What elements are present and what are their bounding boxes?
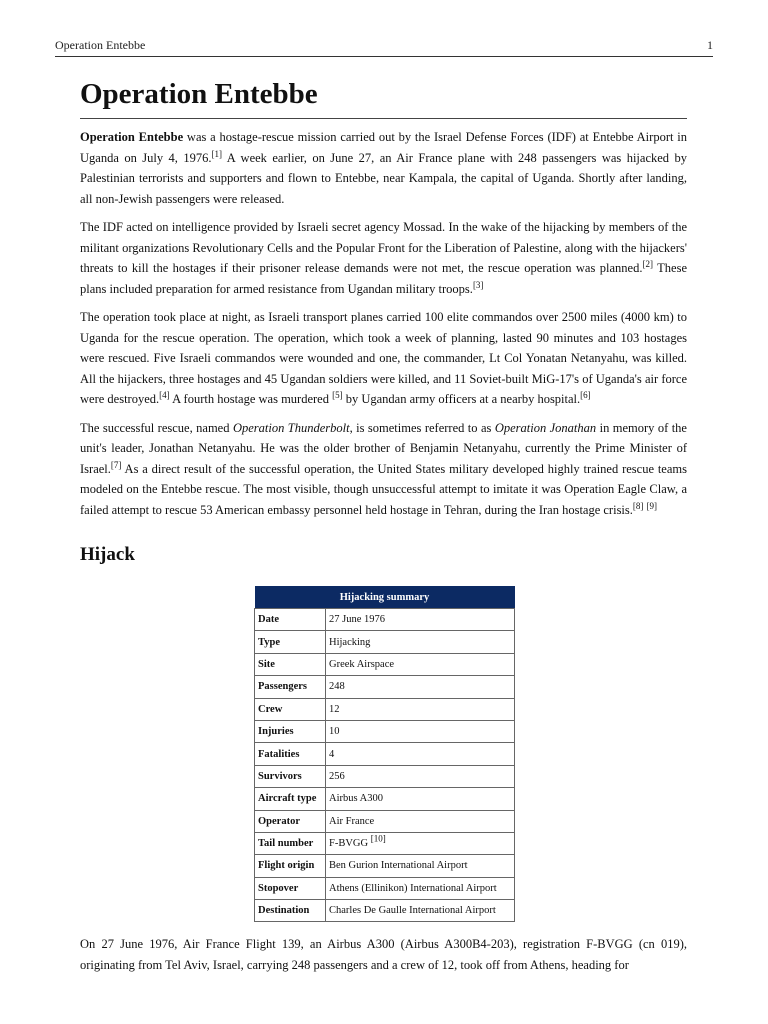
infobox-row bbox=[255, 653, 515, 675]
infobox-row bbox=[255, 676, 515, 698]
infobox-value bbox=[326, 653, 515, 675]
citation-link[interactable]: [5] bbox=[332, 389, 343, 400]
citation-link[interactable]: [6] bbox=[580, 389, 591, 400]
running-header-title: Operation Entebbe bbox=[55, 38, 146, 52]
infobox-value bbox=[326, 900, 515, 922]
infobox-value bbox=[326, 788, 515, 810]
article-title: Operation Entebbe bbox=[80, 74, 687, 119]
citation-link[interactable]: [3] bbox=[472, 279, 484, 290]
citation-link[interactable]: [10] bbox=[370, 833, 386, 844]
infobox-row bbox=[255, 720, 515, 742]
infobox-value bbox=[326, 743, 515, 765]
text-run: The successful rescue, named bbox=[80, 420, 233, 435]
citation-link[interactable]: [9] bbox=[646, 500, 658, 511]
infobox-row bbox=[255, 855, 515, 877]
text-run: These plans included preparation for armed resistance from Ugandan military troops. bbox=[80, 261, 687, 296]
infobox-label: Injuries bbox=[255, 720, 326, 742]
infobox-value-text: Ben Gurion International Airport bbox=[329, 860, 468, 872]
page-number: 1 bbox=[707, 38, 713, 52]
infobox-value-text: 4 bbox=[329, 748, 335, 760]
citation-link[interactable]: [8] bbox=[632, 500, 644, 511]
section-heading-hijack: Hijack bbox=[80, 544, 135, 565]
infobox-row bbox=[255, 900, 515, 922]
infobox-value bbox=[326, 676, 515, 698]
infobox-row bbox=[255, 832, 515, 854]
intro-paragraph bbox=[80, 127, 687, 209]
infobox-label: Survivors bbox=[255, 765, 326, 787]
italic-term: Operation Jonathan bbox=[494, 420, 597, 435]
infobox-row bbox=[255, 609, 515, 631]
text-run: , is sometimes referred to as bbox=[349, 420, 495, 435]
infobox-label: Passengers bbox=[255, 676, 326, 698]
infobox-label: Stopover bbox=[255, 877, 326, 899]
infobox-value-text: Athens (Ellinikon) International Airport bbox=[329, 882, 497, 894]
infobox-label: Tail number bbox=[255, 832, 326, 854]
infobox-value-text: 10 bbox=[329, 726, 340, 738]
intro-bold-term: Operation Entebbe bbox=[80, 130, 184, 144]
infobox-row bbox=[255, 743, 515, 765]
infobox-row bbox=[255, 877, 515, 899]
infobox-value bbox=[326, 810, 515, 832]
running-header bbox=[55, 38, 713, 57]
infobox-value-text: Airbus A300 bbox=[329, 793, 383, 805]
infobox-value-text: Air France bbox=[329, 815, 375, 827]
infobox-row bbox=[255, 698, 515, 720]
infobox-value bbox=[326, 631, 515, 653]
citation-link[interactable]: [4] bbox=[159, 389, 170, 400]
text-run: A fourth hostage was murdered bbox=[169, 392, 333, 406]
hijacking-summary-infobox bbox=[254, 586, 515, 922]
infobox-value-text: 248 bbox=[329, 681, 345, 693]
infobox-value bbox=[326, 720, 515, 742]
paragraph-hijack-start: On 27 June 1976, Air France Flight 139, an Airbus A300 (Airbus A300B4-203), registration F-BVGG (cn 019), originating from Tel Aviv, Israel, carrying 248 passengers and a crew of 12, took off from Athens, heading for bbox=[80, 937, 687, 972]
infobox-label: Crew bbox=[255, 698, 326, 720]
infobox-label: Aircraft type bbox=[255, 788, 326, 810]
infobox-value bbox=[326, 877, 515, 899]
infobox-row bbox=[255, 765, 515, 787]
infobox-value bbox=[326, 698, 515, 720]
infobox-value bbox=[326, 832, 515, 854]
infobox-value-text: Greek Airspace bbox=[329, 658, 395, 670]
infobox-label: Fatalities bbox=[255, 743, 326, 765]
infobox-label: Date bbox=[255, 609, 326, 631]
citation-link[interactable]: [2] bbox=[642, 258, 653, 269]
infobox-label: Destination bbox=[255, 900, 326, 922]
paragraph-intelligence bbox=[80, 217, 687, 299]
infobox-value bbox=[326, 765, 515, 787]
infobox-row bbox=[255, 631, 515, 653]
infobox-row bbox=[255, 810, 515, 832]
paragraph-operation bbox=[80, 307, 687, 410]
infobox-value bbox=[326, 855, 515, 877]
article-body bbox=[80, 74, 687, 975]
infobox-label: Type bbox=[255, 631, 326, 653]
text-run: The IDF acted on intelligence provided by Israeli secret agency Mossad. In the wake of the hijacking by members of the militant organizations Revolutionary Cells and the Popular Front for the Liberation of Palestine, along with the hijackers' threats to kill the hostages if their prisoner release demands were not met, the rescue operation was planned. bbox=[80, 220, 687, 275]
infobox-value-text: 12 bbox=[329, 703, 340, 715]
infobox-label: Site bbox=[255, 653, 326, 675]
infobox-value-text: Hijacking bbox=[329, 636, 371, 648]
paragraph-legacy bbox=[80, 418, 687, 521]
infobox-row bbox=[255, 788, 515, 810]
italic-term: Operation Thunderbolt bbox=[232, 420, 350, 435]
infobox-label: Operator bbox=[255, 810, 326, 832]
text-run: A week earlier, on June 27, an Air France plane with 248 passengers was hijacked by Palestinian terrorists and supporters and flown to Entebbe, near Kampala, the capital of Uganda. Shortly after landing, all non-Jewish passengers were released. bbox=[80, 150, 687, 206]
infobox-value bbox=[326, 609, 515, 631]
text-run: As a direct result of the successful operation, the United States military developed highly trained rescue teams modeled on the Entebbe rescue. The most visible, though unsuccessful attempt to imitate it was Operation Eagle Claw, a failed attempt to rescue 53 American embassy personnel held hostage in Tehran, during the Iran hostage crisis. bbox=[80, 461, 687, 517]
infobox-label: Flight origin bbox=[255, 855, 326, 877]
infobox-value-text: 27 June 1976 bbox=[329, 614, 385, 626]
citation-link[interactable]: [7] bbox=[110, 459, 122, 470]
text-run: in memory of the unit's leader, Jonathan Netanyahu. He was the older brother of Benjamin Netanyahu, currently the Prime Minister of Israel. bbox=[80, 420, 687, 476]
infobox-value-text: 256 bbox=[329, 770, 345, 782]
text-run: was a hostage-rescue mission carried out by the Israel Defense Forces (IDF) at Entebbe Airport in Uganda on July 4, 1976. bbox=[80, 130, 687, 165]
infobox-value-text: F-BVGG bbox=[329, 838, 369, 850]
infobox-value-text: Charles De Gaulle International Airport bbox=[329, 905, 496, 917]
text-run: The operation took place at night, as Israeli transport planes carried 100 elite commandos over 2500 miles (4000 km) to Uganda for the rescue operation. The operation, which took a week of planning, lasted 90 minutes and 103 hostages were rescued. Five Israeli commandos were wounded and one, the commander, Lt Col Yonatan Netanyahu, was killed. All the hijackers, three hostages and 45 Ugandan soldiers were killed, and 11 Soviet-built MiG-17's of Uganda's air force were destroyed. bbox=[80, 310, 687, 406]
infobox-caption: Hijacking summary bbox=[255, 586, 515, 609]
citation-link[interactable]: [1] bbox=[211, 148, 222, 159]
text-run: by Ugandan army officers at a nearby hospital. bbox=[342, 392, 581, 406]
